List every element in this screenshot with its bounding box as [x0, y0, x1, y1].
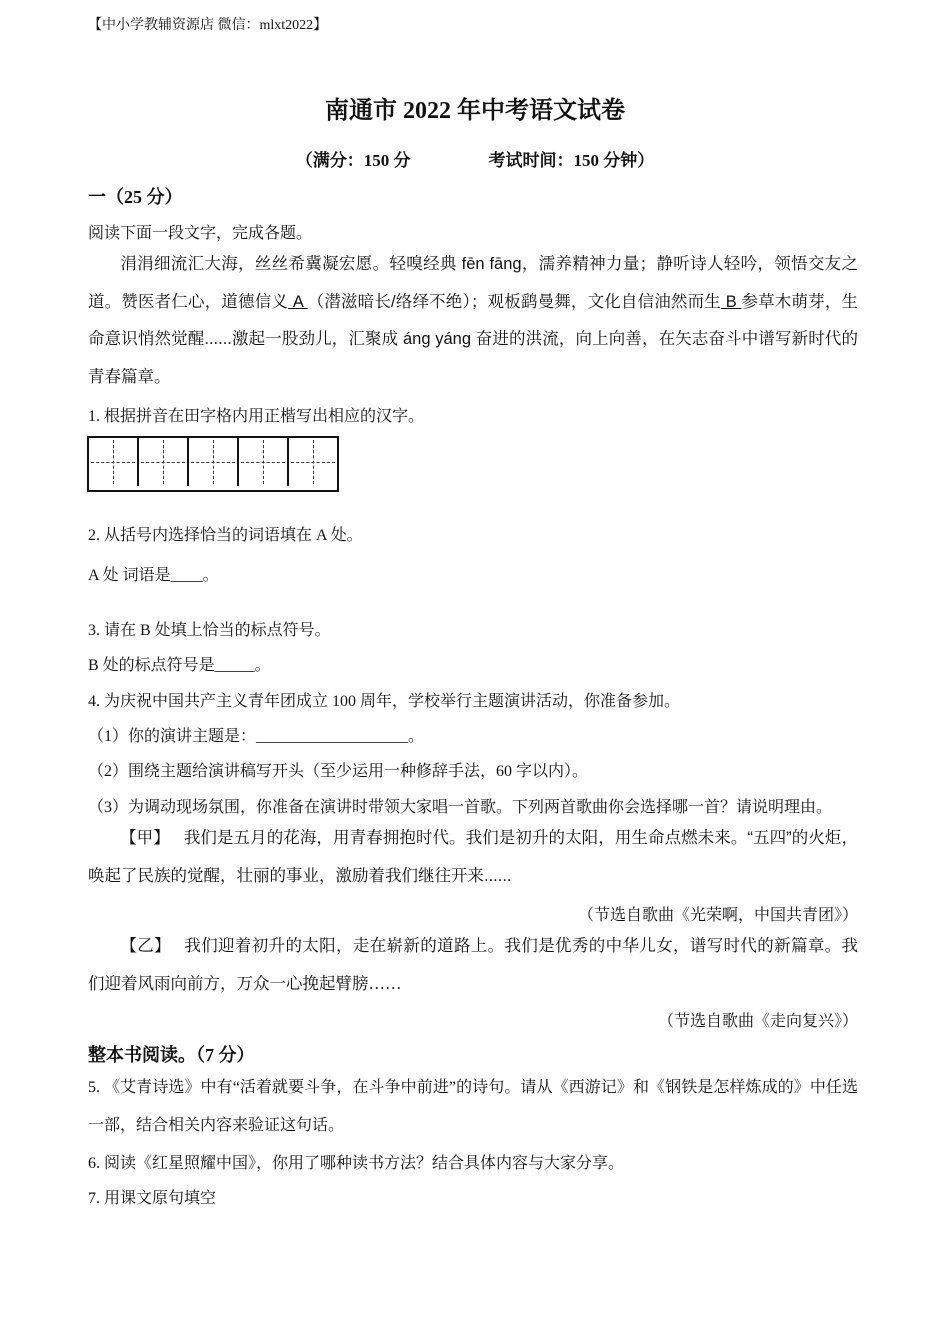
page-title: 南通市 2022 年中考语文试卷	[325, 98, 625, 124]
header-note: 【中小学教辅资源店 微信：mlxt2022】	[88, 18, 328, 33]
question-1: 1. 根据拼音在田字格内用正楷写出相应的汉字。	[88, 408, 425, 425]
reading-instruction: 阅读下面一段文字，完成各题。	[88, 225, 313, 242]
passage-part-1: 涓涓细流汇大海，丝丝希冀凝宏愿。轻嗅经典 fēn fāng，濡养精神力量；静听诗人轻吟，领悟交友之道。赞医者仁心，道德信义	[88, 255, 858, 311]
song-a-source: （节选自歌曲《光荣啊，中国共青团》）	[577, 907, 858, 924]
grid-cell[interactable]	[139, 438, 189, 486]
question-4: 4. 为庆祝中国共产主义青年团成立 100 周年，学校举行主题演讲活动，你准备参加。	[88, 693, 681, 710]
passage-part-3: 参草木萌芽，生命意识悄然觉醒......激起一股劲儿，汇聚成 áng yáng 奋进的洪流，向上向善，在矢志奋斗中谱写新时代的青春篇章。	[88, 292, 858, 386]
question-7: 7. 用课文原句填空	[88, 1190, 217, 1207]
song-a-text: 我们是五月的花海，用青春拥抱时代。我们是初升的太阳，用生命点燃未来。“五四”的火炬，唤起了民族的觉醒，壮丽的事业，激励着我们继往开来......	[88, 829, 858, 885]
question-3: 3. 请在 B 处填上恰当的标点符号。	[88, 622, 331, 639]
blank-b: B	[720, 292, 742, 311]
grid-cell[interactable]	[189, 438, 239, 486]
question-4-1: （1）你的演讲主题是：___________________。	[88, 728, 425, 745]
question-3-answer: B 处的标点符号是_____。	[88, 657, 271, 674]
question-4-2: （2）围绕主题给演讲稿写开头（至少运用一种修辞手法，60 字以内）。	[88, 763, 589, 780]
section-two-heading: 整本书阅读。（7 分）	[88, 1045, 255, 1065]
grid-cell[interactable]	[89, 438, 139, 486]
section-one-heading: 一（25 分）	[88, 187, 183, 207]
grid-cell[interactable]	[239, 438, 289, 486]
question-4-3: （3）为调动现场氛围，你准备在演讲时带领大家唱一首歌。下列两首歌曲你会选择哪一首？请说明理由。	[88, 799, 833, 816]
song-a-label: 【甲】	[120, 829, 170, 847]
grid-cell[interactable]	[289, 438, 337, 486]
exam-time: 考试时间：150 分钟）	[488, 151, 655, 170]
question-2-answer: A 处 词语是____。	[88, 567, 219, 584]
question-5: 5. 《艾青诗选》中有“活着就要斗争，在斗争中前进”的诗句。请从《西游记》和《钢铁是怎样炼成的》中任选一部，结合相关内容来验证这句话。	[88, 1079, 858, 1134]
question-2: 2. 从括号内选择恰当的词语填在 A 处。	[88, 527, 363, 544]
full-score: （满分：150 分	[295, 151, 411, 170]
tianzige-grid[interactable]	[87, 436, 339, 492]
song-b	[88, 927, 858, 1002]
song-b-source: （节选自歌曲《走向复兴》）	[657, 1013, 858, 1030]
song-b-text: 我们迎着初升的太阳，走在崭新的道路上。我们是优秀的中华儿女，谱写时代的新篇章。我们迎着风雨向前方，万众一心挽起臂膀……	[88, 936, 859, 993]
question-6: 6. 阅读《红星照耀中国》，你用了哪种读书方法？结合具体内容与大家分享。	[88, 1155, 625, 1172]
passage-part-2: （潜滋暗长/络绎不绝）；观板鹞曼舞，文化自信油然而生	[307, 292, 721, 311]
song-b-label: 【乙】	[120, 936, 171, 955]
blank-a: A	[288, 292, 308, 311]
song-a	[88, 820, 858, 895]
reading-passage	[88, 246, 858, 396]
exam-info	[0, 146, 950, 171]
